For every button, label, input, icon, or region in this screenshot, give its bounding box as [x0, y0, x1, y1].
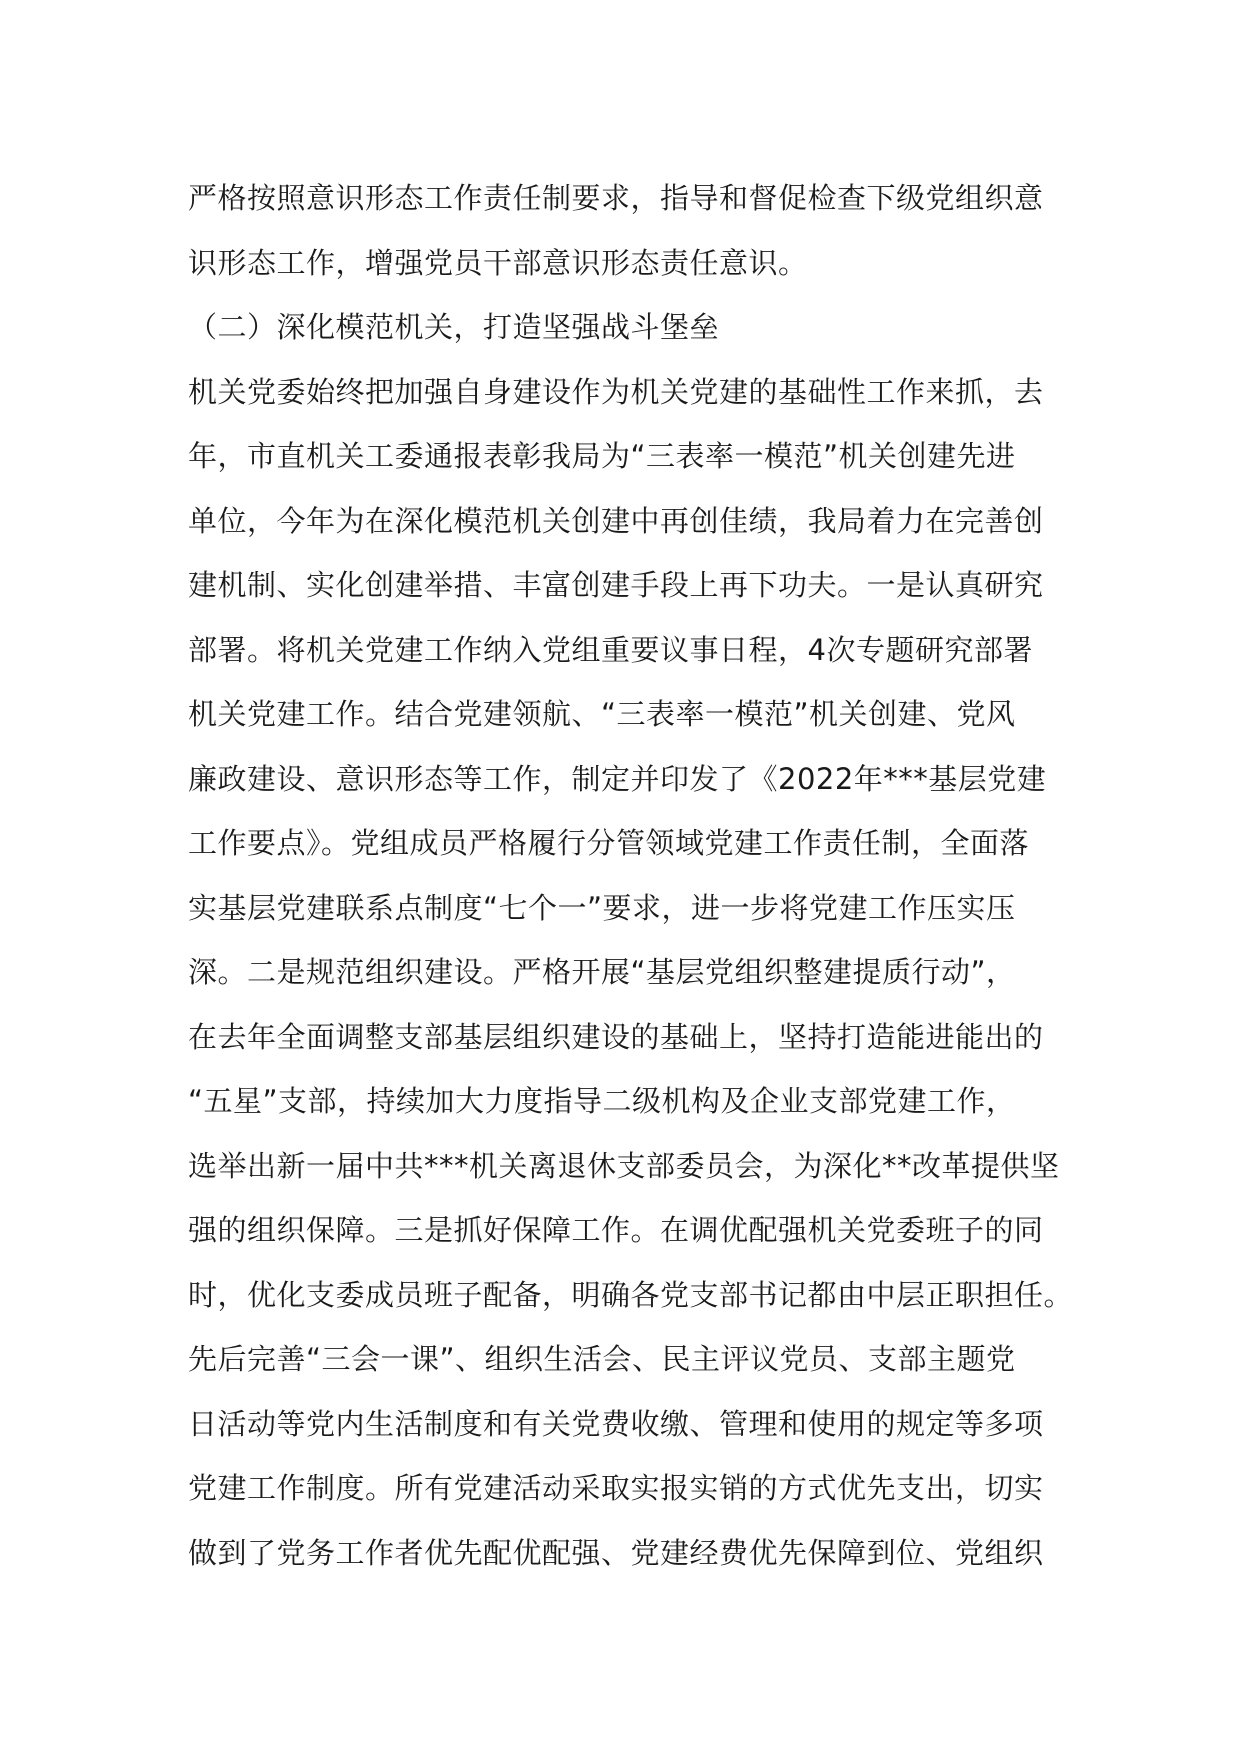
text-line: 部署。将机关党建工作纳入党组重要议事日程，4次专题研究部署: [188, 632, 1033, 667]
section-heading: （二）深化模范机关，打造坚强战斗堡垒: [188, 310, 720, 344]
text-line: 建机制、实化创建举措、丰富创建手段上再下功夫。一是认真研究: [188, 568, 1044, 602]
text-line: 机关党委始终把加强自身建设作为机关党建的基础性工作来抓，去: [188, 374, 1044, 409]
text-line: 单位，今年为在深化模范机关创建中再创佳绩，我局着力在完善创: [188, 503, 1044, 538]
text-line: 年，市直机关工委通报表彰我局为“三表率一模范”机关创建先进: [188, 439, 1016, 473]
text-line: 工作要点》。党组成员严格履行分管领域党建工作责任制，全面落: [188, 826, 1030, 860]
text-line: 先后完善“三会一课”、组织生活会、民主评议党员、支部主题党: [188, 1342, 1016, 1376]
text-line: 党建工作制度。所有党建活动采取实报实销的方式优先支出，切实: [188, 1471, 1044, 1505]
text-line: 机关党建工作。结合党建领航、“三表率一模范”机关创建、党风: [188, 697, 1016, 731]
text-line: 深。二是规范组织建设。严格开展“基层党组织整建提质行动”，: [188, 955, 1016, 989]
text-line: 强的组织保障。三是抓好保障工作。在调优配强机关党委班子的同: [188, 1213, 1044, 1247]
text-line: 选举出新一届中共***机关离退休支部委员会，为深化**改革提供坚: [188, 1148, 1060, 1183]
text-line: 严格按照意识形态工作责任制要求，指导和督促检查下级党组织意: [188, 181, 1044, 215]
text-line: 廉政建设、意识形态等工作，制定并印发了《2022年***基层党建: [188, 761, 1047, 796]
text-line: 时，优化支委成员班子配备，明确各党支部书记都由中层正职担任。: [188, 1277, 1074, 1312]
text-line: 实基层党建联系点制度“七个一”要求，进一步将党建工作压实压: [188, 890, 1016, 925]
text-line: 做到了党务工作者优先配优配强、党建经费优先保障到位、党组织: [188, 1535, 1044, 1570]
text-line: 在去年全面调整支部基层组织建设的基础上，坚持打造能进能出的: [188, 1019, 1044, 1054]
text-line: 识形态工作，增强党员干部意识形态责任意识。: [188, 245, 808, 280]
text-line: “五星”支部，持续加大力度指导二级机构及企业支部党建工作，: [188, 1084, 1016, 1118]
text-line: 日活动等党内生活制度和有关党费收缴、管理和使用的规定等多项: [188, 1406, 1044, 1441]
document-body: [188, 166, 1074, 1585]
